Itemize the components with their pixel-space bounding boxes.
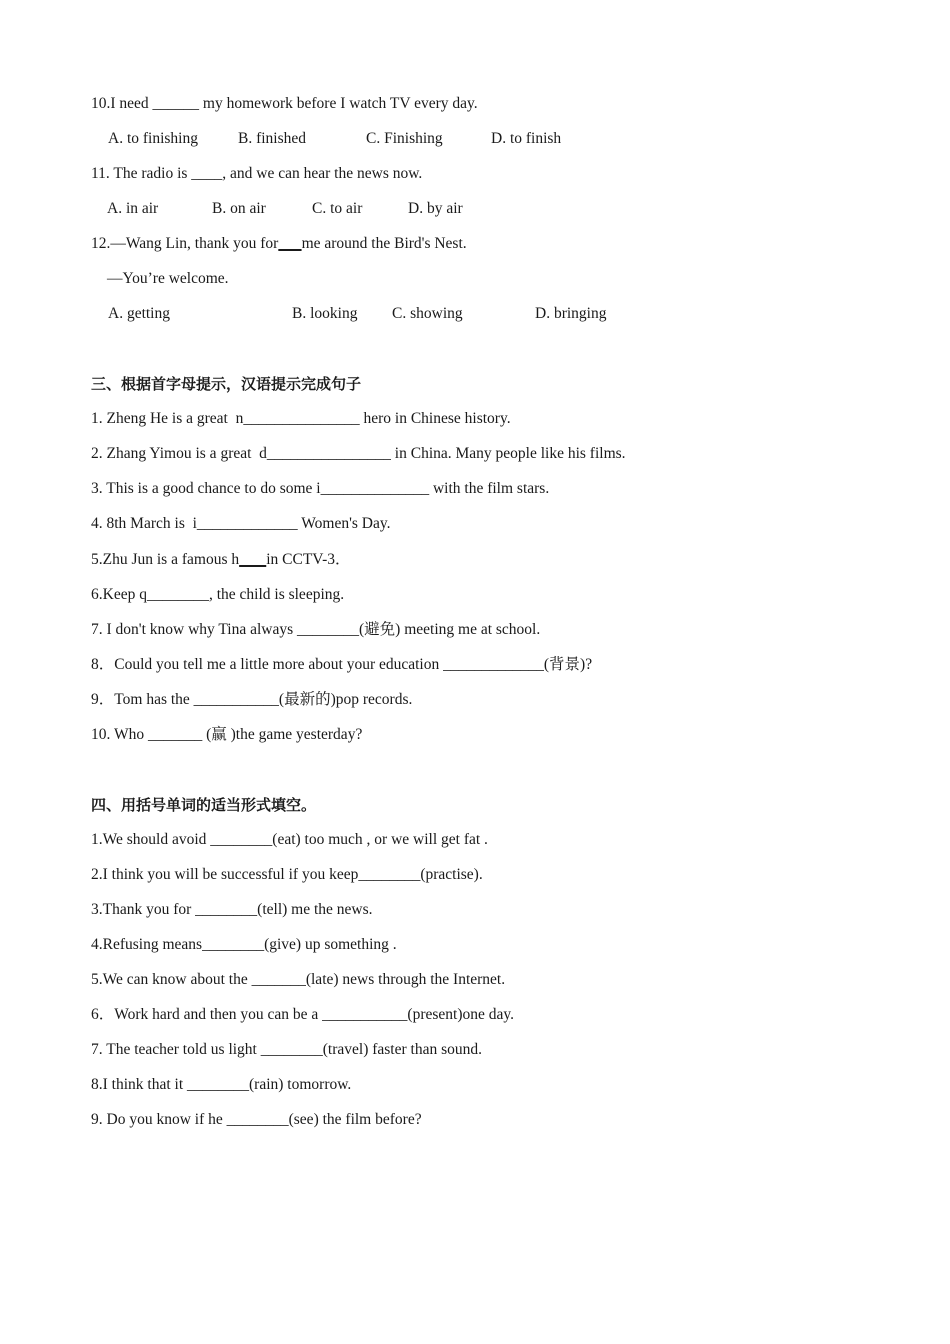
question-12-option-a: A. getting <box>108 305 170 322</box>
question-12-stem-before: 12.—Wang Lin, thank you for <box>91 235 279 252</box>
section-4-item-5: 5.We can know about the _______(late) news through the Internet. <box>91 971 506 988</box>
question-12-stem <box>91 234 467 254</box>
section-4-item-1: 1.We should avoid ________(eat) too much , or we will get fat . <box>91 831 488 848</box>
section-4-item-3: 3.Thank you for ________(tell) me the news. <box>91 901 373 918</box>
section-4-item-8: 8.I think that it ________(rain) tomorrow. <box>91 1076 352 1093</box>
question-11-stem: 11. The radio is ____, and we can hear the news now. <box>91 165 423 182</box>
section-3-item-1: 1. Zheng He is a great n_______________ hero in Chinese history. <box>91 410 511 427</box>
question-11-option-c: C. to air <box>312 200 363 217</box>
question-12-option-b: B. looking <box>292 305 358 322</box>
section-4-item-7: 7. The teacher told us light ________(travel) faster than sound. <box>91 1041 482 1058</box>
section-3-item-9: 9．Tom has the ___________(最新的)pop records. <box>91 691 413 708</box>
section-3-item-5-blank <box>239 551 266 568</box>
question-12-option-d: D. bringing <box>535 305 607 322</box>
question-11-option-d: D. by air <box>408 200 463 217</box>
question-10-option-b: B. finished <box>238 130 307 147</box>
section-3-item-5-after: in CCTV-3． <box>266 551 351 568</box>
section-3-item-7: 7. I don't know why Tina always ________(避免) meeting me at school. <box>91 621 541 638</box>
section-4-heading: 四、用括号单词的适当形式填空。 <box>91 796 317 814</box>
section-4-item-9: 9. Do you know if he ________(see) the film before? <box>91 1111 422 1128</box>
question-10-option-d: D. to finish <box>491 130 562 147</box>
section-3-item-5-before: 5.Zhu Jun is a famous h <box>91 551 240 568</box>
question-12-option-c: C. showing <box>392 305 463 322</box>
section-3-item-5 <box>91 550 351 570</box>
question-10-option-a: A. to finishing <box>108 130 198 147</box>
section-3-item-10: 10. Who _______ (赢 )the game yesterday? <box>91 726 363 743</box>
question-12-blank <box>278 235 301 252</box>
section-4-item-4: 4.Refusing means________(give) up something . <box>91 936 397 953</box>
section-3-item-2: 2. Zhang Yimou is a great d________________ in China. Many people like his films. <box>91 445 626 462</box>
question-10-option-c: C. Finishing <box>366 130 443 147</box>
section-3-item-3: 3. This is a good chance to do some i______________ with the film stars. <box>91 480 550 497</box>
section-3-item-4: 4. 8th March is i_____________ Women's Day. <box>91 515 391 532</box>
question-10-stem: 10.I need ______ my homework before I watch TV every day. <box>91 95 478 112</box>
section-4-item-6: 6．Work hard and then you can be a ___________(present)one day. <box>91 1006 515 1023</box>
section-3-item-8: 8．Could you tell me a little more about your education _____________(背景)? <box>91 656 593 673</box>
question-11-option-a: A. in air <box>107 200 159 217</box>
section-4-item-2: 2.I think you will be successful if you keep________(practise). <box>91 866 483 883</box>
question-12-reply: —You’re welcome. <box>107 270 229 287</box>
question-12-stem-after: me around the Bird's Nest. <box>301 235 467 252</box>
section-3-heading: 三、根据首字母提示，汉语提示完成句子 <box>91 375 362 393</box>
section-3-item-6: 6.Keep q________, the child is sleeping. <box>91 586 345 603</box>
question-11-option-b: B. on air <box>212 200 266 217</box>
